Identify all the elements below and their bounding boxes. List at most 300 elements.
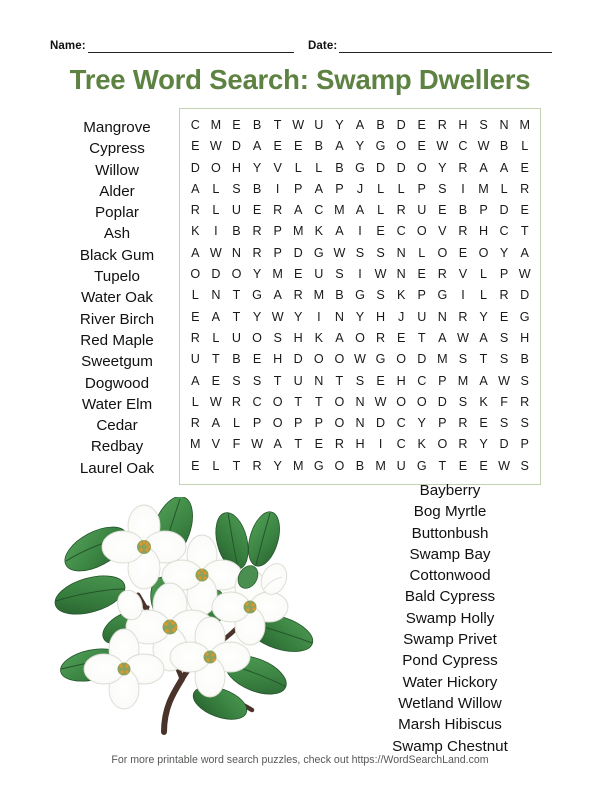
grid-cell[interactable]: T xyxy=(294,394,303,409)
grid-cell[interactable]: E xyxy=(252,352,262,367)
grid-cell[interactable]: P xyxy=(479,203,488,218)
grid-cell[interactable]: E xyxy=(458,458,468,473)
grid-cell[interactable]: E xyxy=(417,139,426,154)
grid-cell[interactable]: E xyxy=(438,203,447,218)
grid-cell[interactable]: U xyxy=(190,352,200,367)
grid-cell[interactable]: L xyxy=(480,267,488,282)
grid-cell[interactable]: T xyxy=(294,437,303,452)
grid-cell[interactable]: M xyxy=(375,458,386,473)
grid-cell[interactable]: S xyxy=(355,373,365,388)
grid-cell[interactable]: A xyxy=(191,373,200,388)
grid-cell[interactable]: U xyxy=(231,203,242,218)
grid-cell[interactable]: A xyxy=(479,330,488,345)
grid-cell[interactable]: W xyxy=(354,352,366,367)
grid-cell[interactable]: N xyxy=(396,267,406,282)
grid-cell[interactable]: A xyxy=(294,203,303,218)
grid-cell[interactable]: P xyxy=(438,373,447,388)
grid-cell[interactable]: O xyxy=(334,352,345,367)
grid-cell[interactable]: L xyxy=(397,181,405,196)
grid-cell[interactable]: S xyxy=(499,352,509,367)
grid-cell[interactable]: W xyxy=(251,437,263,452)
grid-cell[interactable]: A xyxy=(355,203,365,218)
grid-cell[interactable]: O xyxy=(396,352,407,367)
grid-cell[interactable]: B xyxy=(376,118,385,132)
grid-cell[interactable]: G xyxy=(375,352,386,367)
grid-cell[interactable]: P xyxy=(273,245,282,260)
grid-cell[interactable]: T xyxy=(479,352,488,367)
grid-cell[interactable]: E xyxy=(376,373,385,388)
word-list-item: Willow xyxy=(95,161,139,179)
grid-cell[interactable]: K xyxy=(314,224,324,239)
grid-cell[interactable]: D xyxy=(499,203,509,218)
grid-cell[interactable]: N xyxy=(437,309,447,324)
grid-cell[interactable]: R xyxy=(293,288,303,303)
grid-cell[interactable]: B xyxy=(335,288,344,303)
grid-cell[interactable]: R xyxy=(396,203,406,218)
grid-cell[interactable]: A xyxy=(499,160,509,175)
grid-cell[interactable]: K xyxy=(479,394,488,409)
grid-cell[interactable]: P xyxy=(294,181,303,196)
grid-cell[interactable]: L xyxy=(212,181,220,196)
grid-cell[interactable]: R xyxy=(520,394,530,409)
grid-cell[interactable]: W xyxy=(477,139,490,154)
grid-cell[interactable]: Y xyxy=(355,139,365,154)
grid-cell[interactable]: P xyxy=(273,224,282,239)
grid-cell[interactable]: M xyxy=(519,118,530,132)
grid-cell[interactable]: O xyxy=(190,267,201,282)
grid-cell[interactable]: C xyxy=(396,437,406,452)
grid-cell[interactable]: P xyxy=(294,416,303,431)
grid-cell[interactable]: Y xyxy=(252,309,262,324)
grid-cell[interactable]: O xyxy=(478,245,489,260)
grid-cell[interactable]: A xyxy=(252,139,262,154)
grid-cell[interactable]: R xyxy=(190,416,200,431)
grid-cell[interactable]: G xyxy=(519,309,530,324)
grid-cell[interactable]: O xyxy=(334,458,345,473)
grid-cell[interactable]: W xyxy=(292,118,305,132)
grid-cell[interactable]: O xyxy=(334,394,345,409)
grid-cell[interactable]: H xyxy=(231,160,242,175)
grid-cell[interactable]: L xyxy=(212,330,220,345)
grid-cell[interactable]: W xyxy=(436,139,449,154)
grid-cell[interactable]: K xyxy=(417,437,426,452)
grid-cell[interactable]: V xyxy=(438,224,447,239)
grid-cell[interactable]: Y xyxy=(479,309,488,324)
grid-cell[interactable]: R xyxy=(334,437,344,452)
grid-cell[interactable]: N xyxy=(314,373,324,388)
grid-cell[interactable]: N xyxy=(499,118,509,132)
grid-cell[interactable]: D xyxy=(376,160,386,175)
grid-cell[interactable]: B xyxy=(355,458,365,473)
grid-cell[interactable]: D xyxy=(190,160,200,175)
grid-cell[interactable]: O xyxy=(416,394,427,409)
grid-cell[interactable]: H xyxy=(478,224,489,239)
grid-cell[interactable]: A xyxy=(479,160,488,175)
grid-cell[interactable]: A xyxy=(479,373,488,388)
grid-cell[interactable]: O xyxy=(437,437,448,452)
grid-cell[interactable]: M xyxy=(190,437,201,452)
grid-cell[interactable]: I xyxy=(358,224,362,239)
grid-cell[interactable]: I xyxy=(461,181,465,196)
grid-cell[interactable]: V xyxy=(211,437,221,452)
grid-cell[interactable]: N xyxy=(231,245,242,260)
grid-cell[interactable]: D xyxy=(417,352,427,367)
word-search-grid[interactable] xyxy=(185,115,535,477)
footer-note: For more printable word search puzzles, check out https://WordSearchLand.com xyxy=(111,754,489,766)
grid-cell[interactable]: G xyxy=(313,458,324,473)
grid-cell[interactable]: B xyxy=(499,139,509,154)
grid-cell[interactable]: T xyxy=(273,373,282,388)
grid-cell[interactable]: R xyxy=(499,288,509,303)
grid-cell[interactable]: R xyxy=(458,437,468,452)
grid-cell[interactable]: T xyxy=(520,224,529,239)
grid-cell[interactable]: E xyxy=(479,416,488,431)
grid-cell[interactable]: M xyxy=(478,181,489,196)
grid-cell[interactable]: T xyxy=(273,118,282,132)
grid-cell[interactable]: E xyxy=(499,309,509,324)
grid-cell[interactable]: B xyxy=(520,352,529,367)
grid-cell[interactable]: R xyxy=(252,224,262,239)
date-write-line[interactable] xyxy=(339,40,552,53)
grid-cell[interactable]: M xyxy=(272,267,283,282)
name-label: Name: xyxy=(50,40,86,52)
grid-cell[interactable]: N xyxy=(396,245,406,260)
grid-cell[interactable]: S xyxy=(520,373,529,388)
grid-cell[interactable]: K xyxy=(314,330,324,345)
grid-cell[interactable]: P xyxy=(252,416,262,431)
grid-cell[interactable]: O xyxy=(396,394,407,409)
grid-cell[interactable]: Y xyxy=(335,118,344,132)
grid-cell[interactable]: W xyxy=(374,267,387,282)
grid-cell[interactable]: S xyxy=(438,181,447,196)
grid-cell[interactable]: S xyxy=(232,373,241,388)
grid-cell[interactable]: U xyxy=(417,203,427,218)
grid-cell[interactable]: R xyxy=(231,394,242,409)
grid-cell[interactable]: L xyxy=(294,160,302,175)
grid-cell[interactable]: R xyxy=(458,160,468,175)
grid-cell[interactable]: K xyxy=(396,288,406,303)
grid-cell[interactable]: M xyxy=(334,203,345,218)
grid-cell[interactable]: A xyxy=(211,309,221,324)
grid-cell[interactable]: M xyxy=(292,224,304,239)
grid-cell[interactable]: D xyxy=(293,245,303,260)
grid-cell[interactable]: T xyxy=(232,288,241,303)
grid-cell[interactable]: O xyxy=(416,224,427,239)
grid-cell[interactable]: B xyxy=(335,160,344,175)
grid-cell[interactable]: E xyxy=(458,245,468,260)
grid-cell[interactable]: N xyxy=(355,394,365,409)
grid-cell[interactable]: O xyxy=(210,160,221,175)
grid-cell[interactable]: W xyxy=(209,394,222,409)
grid-cell[interactable]: D xyxy=(231,139,242,154)
grid-cell[interactable]: Y xyxy=(355,309,365,324)
grid-cell[interactable]: Y xyxy=(294,309,303,324)
grid-cell[interactable]: O xyxy=(272,416,283,431)
grid-cell[interactable]: I xyxy=(214,224,218,239)
grid-cell[interactable]: T xyxy=(335,373,344,388)
grid-cell[interactable]: C xyxy=(314,203,324,218)
word-list-item: Bog Myrtle xyxy=(413,503,487,521)
grid-cell[interactable]: B xyxy=(232,224,241,239)
grid-cell[interactable]: G xyxy=(355,160,365,175)
grid-cell[interactable]: L xyxy=(191,394,199,409)
grid-cell[interactable]: J xyxy=(398,309,405,324)
grid-cell[interactable]: V xyxy=(458,267,468,282)
grid-cell[interactable]: S xyxy=(376,245,385,260)
grid-cell[interactable]: E xyxy=(396,330,406,345)
grid-cell[interactable]: F xyxy=(232,437,241,452)
name-write-line[interactable] xyxy=(88,40,294,53)
grid-cell[interactable]: U xyxy=(314,118,324,132)
grid-cell[interactable]: U xyxy=(314,267,324,282)
grid-cell[interactable]: C xyxy=(252,394,262,409)
grid-cell[interactable]: R xyxy=(458,416,468,431)
grid-cell[interactable]: N xyxy=(334,309,344,324)
grid-cell[interactable]: O xyxy=(313,352,324,367)
grid-cell[interactable]: P xyxy=(314,416,324,431)
grid-cell[interactable]: S xyxy=(355,245,365,260)
grid-cell[interactable]: E xyxy=(376,224,385,239)
grid-cell[interactable]: D xyxy=(520,288,530,303)
grid-cell[interactable]: P xyxy=(499,267,509,282)
grid-cell[interactable]: E xyxy=(191,458,200,473)
grid-cell[interactable]: D xyxy=(499,437,509,452)
grid-cell[interactable]: W xyxy=(456,330,469,345)
grid-cell[interactable]: C xyxy=(499,224,509,239)
grid-cell[interactable]: O xyxy=(355,330,365,345)
grid-cell[interactable]: C xyxy=(396,416,406,431)
grid-cell[interactable]: R xyxy=(376,330,386,345)
grid-cell[interactable]: L xyxy=(500,181,508,196)
grid-cell[interactable]: M xyxy=(437,352,448,367)
grid-cell[interactable]: H xyxy=(376,309,386,324)
grid-cell[interactable]: D xyxy=(437,394,447,409)
grid-cell[interactable]: E xyxy=(314,437,324,452)
grid-cell[interactable]: R xyxy=(437,118,447,132)
grid-cell[interactable]: I xyxy=(461,288,465,303)
grid-cell[interactable]: L xyxy=(521,139,529,154)
grid-cell[interactable]: G xyxy=(375,139,386,154)
word-list-item: Water Elm xyxy=(81,395,153,413)
grid-cell[interactable]: A xyxy=(335,139,344,154)
grid-cell[interactable]: R xyxy=(252,245,262,260)
grid-cell[interactable]: D xyxy=(211,267,221,282)
word-list-item: Cypress xyxy=(89,140,145,158)
grid-cell[interactable]: I xyxy=(378,437,383,452)
grid-cell[interactable]: W xyxy=(209,139,222,154)
grid-cell[interactable]: W xyxy=(333,245,346,260)
grid-cell[interactable]: T xyxy=(212,352,220,367)
grid-cell[interactable]: E xyxy=(191,139,200,154)
grid-cell[interactable]: E xyxy=(294,139,303,154)
grid-cell[interactable]: S xyxy=(499,416,509,431)
grid-cell[interactable]: G xyxy=(252,288,262,303)
grid-cell[interactable]: E xyxy=(417,118,426,132)
grid-cell[interactable]: Y xyxy=(499,245,509,260)
grid-cell[interactable]: W xyxy=(518,267,531,282)
grid-cell[interactable]: T xyxy=(232,458,241,473)
grid-cell[interactable]: A xyxy=(191,245,200,260)
grid-cell[interactable]: Y xyxy=(417,416,426,431)
grid-cell[interactable]: H xyxy=(458,118,468,132)
grid-cell[interactable]: E xyxy=(520,160,529,175)
grid-cell[interactable]: L xyxy=(212,203,220,218)
grid-cell[interactable]: L xyxy=(377,203,385,218)
grid-cell[interactable]: W xyxy=(498,373,511,388)
grid-cell[interactable]: O xyxy=(437,245,448,260)
grid-cell[interactable]: A xyxy=(273,288,282,303)
grid-cell[interactable]: A xyxy=(355,118,365,132)
grid-cell[interactable]: I xyxy=(317,309,321,324)
grid-cell[interactable]: A xyxy=(335,330,344,345)
grid-cell[interactable]: L xyxy=(377,181,385,196)
grid-cell[interactable]: M xyxy=(313,288,325,303)
grid-cell[interactable]: T xyxy=(438,458,447,473)
word-list-item: Redbay xyxy=(90,438,144,456)
grid-cell[interactable]: W xyxy=(271,309,284,324)
grid-cell[interactable]: O xyxy=(252,330,262,345)
grid-cell[interactable]: P xyxy=(335,181,344,196)
grid-cell[interactable]: B xyxy=(252,118,262,132)
grid-cell[interactable]: A xyxy=(191,181,200,196)
grid-cell[interactable]: P xyxy=(520,437,529,452)
grid-cell[interactable]: U xyxy=(231,330,242,345)
grid-cell[interactable]: F xyxy=(500,394,508,409)
grid-cell[interactable]: E xyxy=(252,203,262,218)
grid-cell[interactable]: U xyxy=(396,458,406,473)
grid-cell[interactable]: H xyxy=(273,352,283,367)
grid-cell[interactable]: V xyxy=(273,160,282,175)
grid-cell[interactable]: S xyxy=(520,458,529,473)
grid-cell[interactable]: E xyxy=(417,267,426,282)
grid-cell[interactable]: C xyxy=(396,224,406,239)
grid-cell[interactable]: O xyxy=(272,394,283,409)
grid-cell[interactable]: R xyxy=(190,203,200,218)
grid-cell[interactable]: D xyxy=(376,416,386,431)
grid-cell[interactable]: E xyxy=(520,203,529,218)
grid-cell[interactable]: D xyxy=(396,118,406,132)
grid-cell[interactable]: B xyxy=(458,203,468,218)
grid-cell[interactable]: P xyxy=(417,181,426,196)
grid-cell[interactable]: S xyxy=(252,373,262,388)
grid-cell[interactable]: S xyxy=(479,118,488,132)
grid-cell[interactable]: S xyxy=(499,330,509,345)
grid-cell[interactable]: C xyxy=(190,118,200,132)
grid-cell[interactable]: T xyxy=(417,330,426,345)
grid-cell[interactable]: Y xyxy=(479,437,488,452)
grid-cell[interactable]: Y xyxy=(273,458,282,473)
grid-cell[interactable]: H xyxy=(293,330,303,345)
grid-cell[interactable]: S xyxy=(458,394,468,409)
grid-cell[interactable]: R xyxy=(520,181,530,196)
grid-cell[interactable]: P xyxy=(417,288,426,303)
grid-cell[interactable]: Y xyxy=(438,160,447,175)
grid-cell[interactable]: N xyxy=(355,416,365,431)
grid-cell[interactable]: G xyxy=(416,458,427,473)
grid-cell[interactable]: R xyxy=(273,203,283,218)
grid-cell[interactable]: L xyxy=(191,288,199,303)
grid-cell[interactable]: W xyxy=(209,245,222,260)
grid-cell[interactable]: U xyxy=(417,309,427,324)
grid-cell[interactable]: O xyxy=(396,139,407,154)
grid-cell[interactable]: R xyxy=(190,330,200,345)
grid-cell[interactable]: G xyxy=(437,288,448,303)
grid-cell[interactable]: S xyxy=(335,267,344,282)
grid-cell[interactable]: S xyxy=(520,416,529,431)
grid-cell[interactable]: K xyxy=(191,224,200,239)
grid-cell[interactable]: L xyxy=(418,245,426,260)
grid-cell[interactable]: Y xyxy=(252,267,262,282)
grid-cell[interactable]: S xyxy=(232,181,241,196)
grid-cell[interactable]: B xyxy=(232,352,241,367)
grid-cell[interactable]: M xyxy=(457,373,469,388)
grid-cell[interactable]: G xyxy=(355,288,365,303)
grid-cell[interactable]: A xyxy=(211,416,221,431)
grid-cell[interactable]: C xyxy=(417,373,427,388)
grid-cell[interactable]: H xyxy=(396,373,406,388)
grid-cell[interactable]: A xyxy=(520,245,529,260)
grid-cell[interactable]: A xyxy=(335,224,344,239)
grid-cell[interactable]: R xyxy=(458,309,468,324)
grid-cell[interactable]: M xyxy=(210,118,222,132)
grid-cell[interactable]: L xyxy=(315,160,323,175)
grid-cell[interactable]: P xyxy=(438,416,447,431)
grid-cell[interactable]: E xyxy=(211,373,221,388)
grid-cell[interactable]: A xyxy=(273,437,282,452)
grid-cell[interactable]: S xyxy=(273,330,282,345)
grid-cell[interactable]: J xyxy=(356,181,364,196)
grid-cell[interactable]: H xyxy=(520,330,530,345)
grid-cell[interactable]: E xyxy=(191,309,200,324)
grid-cell[interactable]: R xyxy=(252,458,262,473)
grid-cell[interactable]: A xyxy=(314,181,324,196)
grid-cell[interactable]: T xyxy=(232,309,241,324)
grid-cell[interactable]: Y xyxy=(252,160,262,175)
grid-cell[interactable]: O xyxy=(416,160,427,175)
grid-cell[interactable]: U xyxy=(293,373,303,388)
grid-cell[interactable]: N xyxy=(211,288,221,303)
grid-cell[interactable]: C xyxy=(458,139,468,154)
grid-cell[interactable]: L xyxy=(232,416,240,431)
grid-cell[interactable]: B xyxy=(252,181,262,196)
grid-cell[interactable]: L xyxy=(480,288,488,303)
grid-cell[interactable]: M xyxy=(292,458,304,473)
grid-cell[interactable]: S xyxy=(376,288,385,303)
grid-cell[interactable]: H xyxy=(355,437,365,452)
grid-cell[interactable]: O xyxy=(334,416,345,431)
grid-cell[interactable]: G xyxy=(313,245,324,260)
grid-cell[interactable]: S xyxy=(458,352,468,367)
grid-cell[interactable]: L xyxy=(212,458,220,473)
grid-cell[interactable]: I xyxy=(358,267,362,282)
grid-cell[interactable]: B xyxy=(314,139,324,154)
grid-cell[interactable]: T xyxy=(314,394,323,409)
grid-cell[interactable]: E xyxy=(232,118,241,132)
grid-cell[interactable]: O xyxy=(231,267,242,282)
grid-cell[interactable]: W xyxy=(498,458,511,473)
grid-cell[interactable]: E xyxy=(479,458,488,473)
word-list-item: Swamp Bay xyxy=(409,545,491,563)
grid-cell[interactable]: E xyxy=(273,139,282,154)
grid-cell[interactable]: A xyxy=(438,330,447,345)
grid-cell[interactable]: D xyxy=(293,352,303,367)
grid-cell[interactable]: W xyxy=(374,394,387,409)
grid-cell[interactable]: R xyxy=(458,224,468,239)
grid-cell[interactable]: E xyxy=(294,267,303,282)
grid-cell[interactable]: R xyxy=(437,267,447,282)
grid-cell[interactable]: D xyxy=(396,160,406,175)
grid-cell[interactable]: I xyxy=(275,181,280,196)
